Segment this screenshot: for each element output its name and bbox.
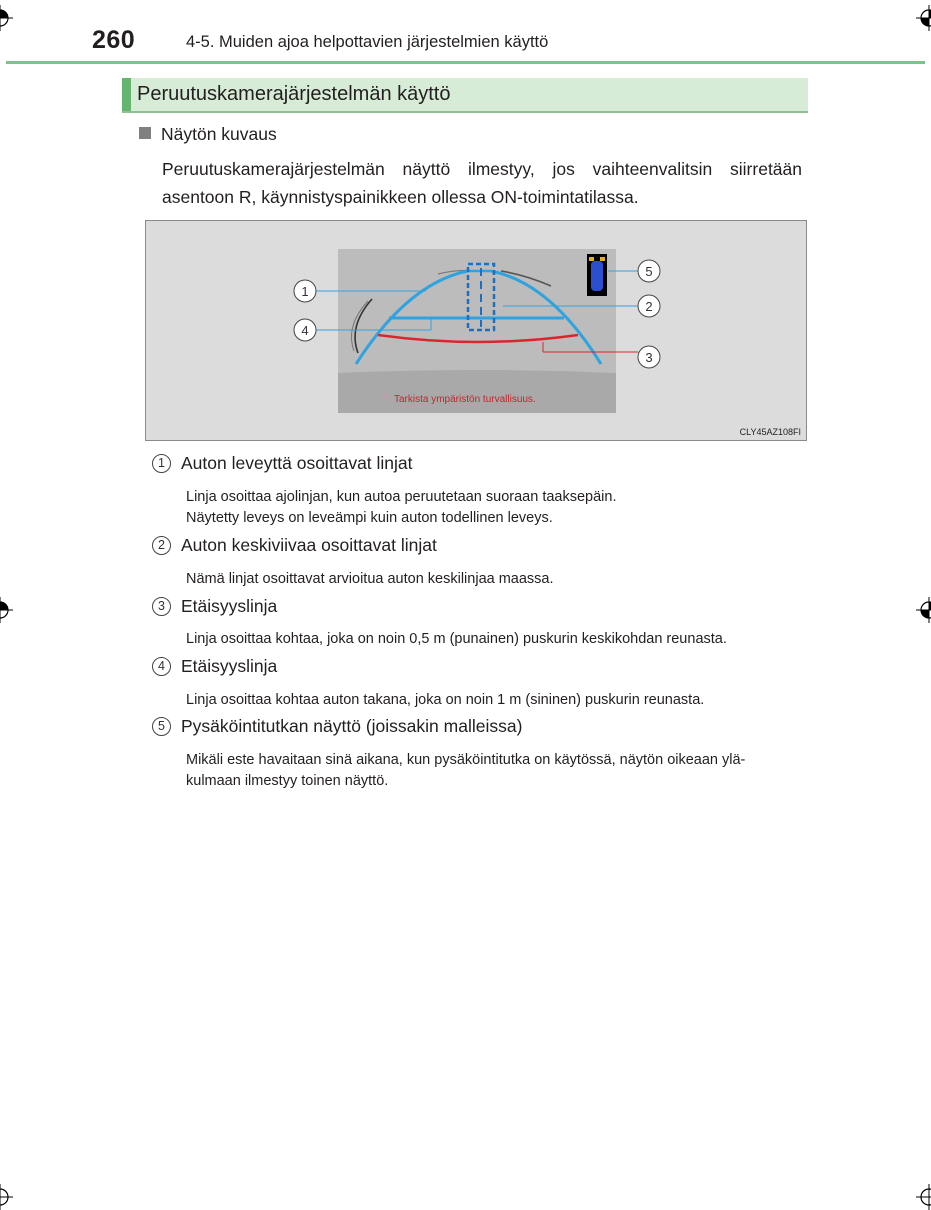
bumper-area [338,370,616,413]
intro-paragraph: Peruutuskamerajärjestelmän näyttö ilmestyy, jos vaihteenvalitsin siirretään asentoon R, käynnistyspainikkeen ollessa ON-toimintatilassa. [162,159,802,207]
item-description [186,690,804,711]
item-title-text: Etäisyyslinja [181,656,278,676]
item-number: 1 [152,454,171,473]
item-title-text: Pysäköintitutkan näyttö (joissakin malleissa) [181,716,523,736]
item-description [186,629,804,650]
item-number: 4 [152,657,171,676]
svg-text:2: 2 [645,299,653,314]
running-header: 4-5. Muiden ajoa helpottavien järjestelmien käyttö [186,33,549,51]
section-heading-text: Peruutuskamerajärjestelmän käyttö [137,83,451,105]
description-line: Linja osoittaa kohtaa, joka on noin 0,5 m (punainen) puskurin keskikohdan reunasta. [186,631,727,647]
description-line: Nämä linjat osoittavat arvioitua auton keskilinjaa maassa. [186,571,554,587]
registration-mark-icon [916,5,931,31]
registration-mark-icon [916,597,931,623]
item-title [152,656,277,677]
description-line: Linja osoittaa ajolinjan, kun autoa peruutetaan suoraan taaksepäin. [186,489,617,505]
item-description [186,487,804,529]
description-line: kulmaan ilmestyy toinen näyttö. [186,773,389,789]
item-number: 3 [152,597,171,616]
callout-5 [638,260,660,282]
screen-message: Tarkista ympäristön turvallisuus. [394,394,536,405]
registration-mark-icon [916,1184,931,1210]
figure-code: CLY45AZ108FI [739,427,801,437]
item-number: 5 [152,717,171,736]
subheading [139,124,277,145]
svg-text:3: 3 [645,350,653,365]
callout-2 [638,295,660,317]
svg-text:1: 1 [301,284,309,299]
registration-mark-icon [0,1184,13,1210]
item-title-text: Auton leveyttä osoittavat linjat [181,453,413,473]
item-title [152,596,277,617]
header-rule [6,61,925,64]
registration-mark-icon [0,5,13,31]
section-heading [122,78,808,113]
page-number: 260 [92,26,136,54]
sensor-indicator-icon [600,257,605,261]
heading-accent-bar [122,78,131,111]
item-description [186,569,804,590]
sensor-indicator-icon [589,257,594,261]
item-title [152,535,437,556]
camera-figure [145,220,807,441]
svg-text:5: 5 [645,264,653,279]
callout-3 [638,346,660,368]
car-top-icon [591,261,603,291]
item-title-text: Etäisyyslinja [181,596,278,616]
item-title-text: Auton keskiviivaa osoittavat linjat [181,535,437,555]
camera-display-illustration [146,221,806,440]
registration-mark-icon [0,597,13,623]
item-title [152,453,413,474]
description-line: Mikäli este havaitaan sinä aikana, kun pysäköintitutka on käytössä, näytön oikeaan ylä- [186,752,746,768]
square-bullet-icon [139,127,151,139]
item-number: 2 [152,536,171,555]
callout-4 [294,319,316,341]
svg-text:4: 4 [301,323,309,338]
callout-1 [294,280,316,302]
item-title [152,716,522,737]
subheading-text: Näytön kuvaus [161,124,277,144]
description-line: Linja osoittaa kohtaa auton takana, joka on noin 1 m (sininen) puskurin reunasta. [186,692,705,708]
description-line: Näytetty leveys on leveämpi kuin auton todellinen leveys. [186,510,553,526]
item-description [186,750,804,792]
